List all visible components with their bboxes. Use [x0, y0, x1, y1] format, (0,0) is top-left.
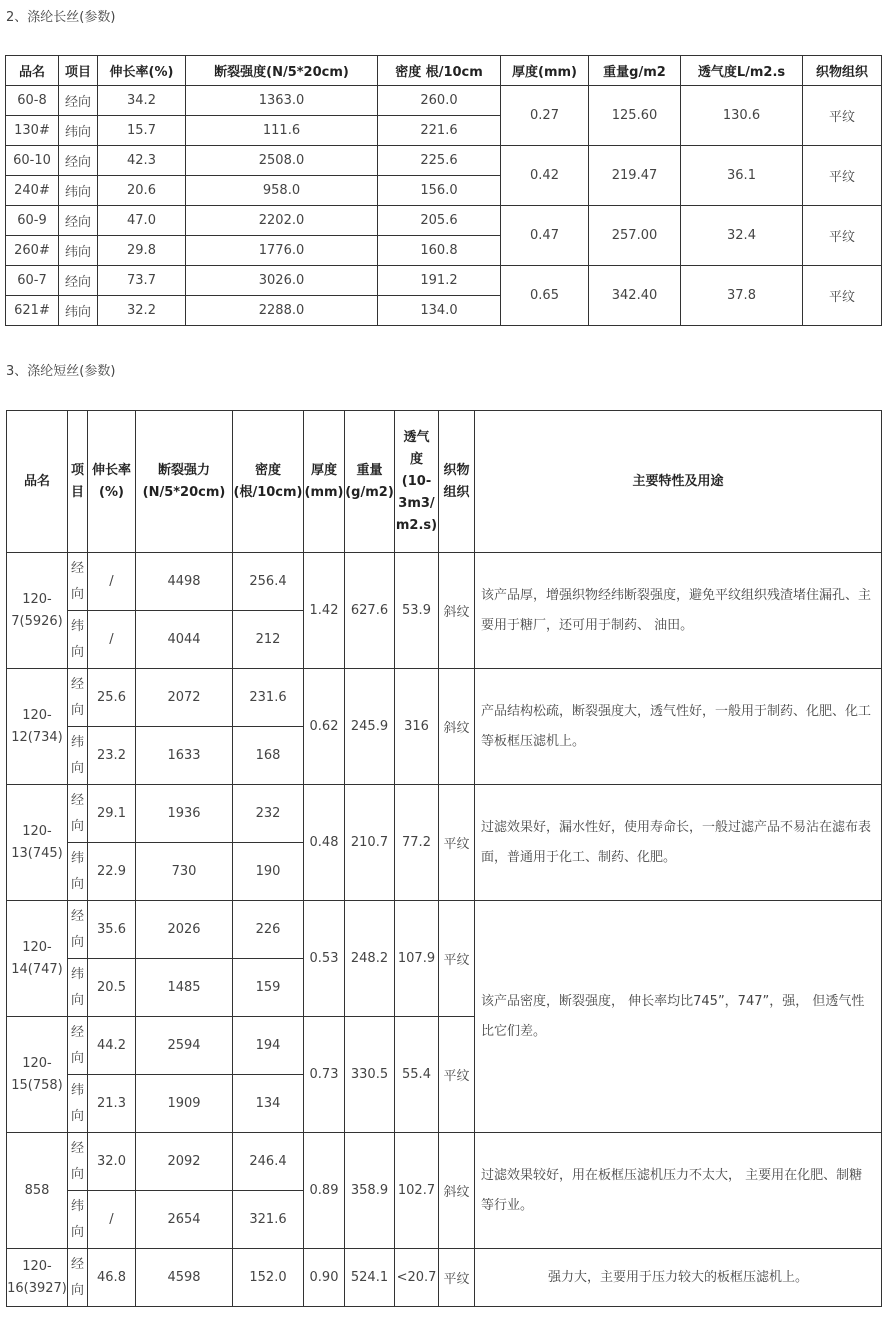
cell-strength: 4598 — [136, 1249, 233, 1307]
table-row — [6, 86, 882, 116]
cell-description: 过滤效果较好，用在板框压滤机压力不太大， 主要用在化肥、制糖等行业。 — [475, 1133, 882, 1249]
cell-strength: 2072 — [136, 669, 233, 727]
cell-direction: 纬 向 — [68, 1075, 88, 1133]
cell-elongation: 21.3 — [88, 1075, 136, 1133]
cell-product-name: 120- 15(758) — [7, 1017, 68, 1133]
cell-direction: 经 向 — [68, 1017, 88, 1075]
cell-strength: 2092 — [136, 1133, 233, 1191]
cell-density: 260.0 — [378, 86, 501, 116]
cell-weave: 斜纹 — [439, 1133, 475, 1249]
cell-thickness: 0.65 — [501, 266, 589, 326]
cell-weight: 257.00 — [589, 206, 681, 266]
cell-thickness: 0.90 — [304, 1249, 345, 1307]
cell-density: 246.4 — [233, 1133, 304, 1191]
cell-elongation: 22.9 — [88, 843, 136, 901]
col-header-strength: 断裂强度(N/5*20cm) — [186, 56, 378, 86]
cell-weave: 平纹 — [439, 785, 475, 901]
cell-strength: 2594 — [136, 1017, 233, 1075]
cell-strength: 958.0 — [186, 176, 378, 206]
table-row — [7, 1249, 882, 1307]
cell-product-name: 120- 7(5926) — [7, 553, 68, 669]
cell-strength: 111.6 — [186, 116, 378, 146]
cell-direction: 纬向 — [59, 236, 98, 266]
cell-permeability: 36.1 — [681, 146, 803, 206]
cell-product-name: 120- 12(734) — [7, 669, 68, 785]
cell-elongation: 32.0 — [88, 1133, 136, 1191]
cell-thickness: 0.53 — [304, 901, 345, 1017]
cell-density: 160.8 — [378, 236, 501, 266]
cell-elongation: / — [88, 611, 136, 669]
cell-elongation: 29.1 — [88, 785, 136, 843]
cell-strength: 2508.0 — [186, 146, 378, 176]
cell-direction: 经 向 — [68, 669, 88, 727]
cell-strength: 4044 — [136, 611, 233, 669]
cell-elongation: 25.6 — [88, 669, 136, 727]
cell-density: 159 — [233, 959, 304, 1017]
col-header-strength: 断裂强力 (N/5*20cm) — [136, 411, 233, 553]
cell-weave: 平纹 — [803, 146, 882, 206]
cell-permeability: 37.8 — [681, 266, 803, 326]
cell-permeability: 107.9 — [395, 901, 439, 1017]
col-header-description: 主要特性及用途 — [475, 411, 882, 553]
col-header-name: 品名 — [6, 56, 59, 86]
cell-weave: 斜纹 — [439, 553, 475, 669]
cell-density: 152.0 — [233, 1249, 304, 1307]
cell-density: 205.6 — [378, 206, 501, 236]
cell-product-name: 60-8 — [6, 86, 59, 116]
cell-product-name: 130# — [6, 116, 59, 146]
cell-thickness: 0.48 — [304, 785, 345, 901]
table-row — [7, 1133, 882, 1191]
cell-weave: 平纹 — [439, 1017, 475, 1133]
cell-elongation: 73.7 — [98, 266, 186, 296]
col-header-weight: 重量 (g/m2) — [345, 411, 395, 553]
table-row — [7, 553, 882, 611]
cell-permeability: 130.6 — [681, 86, 803, 146]
col-header-thickness: 厚度(mm) — [501, 56, 589, 86]
filament-params-table — [5, 55, 882, 326]
col-header-item: 项目 — [59, 56, 98, 86]
cell-product-name: 120- 16(3927) — [7, 1249, 68, 1307]
cell-elongation: 29.8 — [98, 236, 186, 266]
cell-elongation: 32.2 — [98, 296, 186, 326]
cell-product-name: 120- 13(745) — [7, 785, 68, 901]
cell-elongation: 46.8 — [88, 1249, 136, 1307]
cell-weave: 平纹 — [439, 901, 475, 1017]
cell-weave: 平纹 — [803, 266, 882, 326]
cell-elongation: 35.6 — [88, 901, 136, 959]
cell-weave: 斜纹 — [439, 669, 475, 785]
cell-weight: 627.6 — [345, 553, 395, 669]
cell-thickness: 0.47 — [501, 206, 589, 266]
table-row — [6, 206, 882, 236]
cell-elongation: 47.0 — [98, 206, 186, 236]
cell-product-name: 60-10 — [6, 146, 59, 176]
cell-product-name: 60-9 — [6, 206, 59, 236]
cell-elongation: / — [88, 553, 136, 611]
cell-product-name: 120- 14(747) — [7, 901, 68, 1017]
cell-density: 191.2 — [378, 266, 501, 296]
cell-thickness: 0.42 — [501, 146, 589, 206]
col-header-weave: 织物 组织 — [439, 411, 475, 553]
cell-direction: 纬 向 — [68, 1191, 88, 1249]
cell-strength: 2288.0 — [186, 296, 378, 326]
cell-elongation: 15.7 — [98, 116, 186, 146]
cell-direction: 纬 向 — [68, 843, 88, 901]
cell-weight: 330.5 — [345, 1017, 395, 1133]
cell-strength: 730 — [136, 843, 233, 901]
cell-permeability: 77.2 — [395, 785, 439, 901]
cell-permeability: 316 — [395, 669, 439, 785]
cell-product-name: 621# — [6, 296, 59, 326]
col-header-density: 密度 根/10cm — [378, 56, 501, 86]
cell-permeability: <20.7 — [395, 1249, 439, 1307]
cell-weight: 358.9 — [345, 1133, 395, 1249]
cell-density: 156.0 — [378, 176, 501, 206]
cell-direction: 纬向 — [59, 176, 98, 206]
cell-density: 321.6 — [233, 1191, 304, 1249]
cell-density: 221.6 — [378, 116, 501, 146]
cell-thickness: 0.27 — [501, 86, 589, 146]
cell-strength: 2654 — [136, 1191, 233, 1249]
col-header-elongation: 伸长率 (%) — [88, 411, 136, 553]
cell-weave: 平纹 — [803, 206, 882, 266]
section-title-staple: 3、涤纶短丝(参数) — [6, 364, 116, 379]
cell-thickness: 1.42 — [304, 553, 345, 669]
cell-permeability: 102.7 — [395, 1133, 439, 1249]
cell-density: 212 — [233, 611, 304, 669]
col-header-permeability: 透气 度 (10- 3m3/ m2.s) — [395, 411, 439, 553]
table-row — [7, 785, 882, 843]
cell-product-name: 240# — [6, 176, 59, 206]
cell-description: 过滤效果好，漏水性好，使用寿命长，一般过滤产品不易沾在滤布表面，普通用于化工、制药、化肥。 — [475, 785, 882, 901]
cell-weight: 524.1 — [345, 1249, 395, 1307]
cell-strength: 1909 — [136, 1075, 233, 1133]
cell-density: 256.4 — [233, 553, 304, 611]
cell-density: 190 — [233, 843, 304, 901]
col-header-name: 品名 — [7, 411, 68, 553]
cell-product-name: 60-7 — [6, 266, 59, 296]
cell-density: 134 — [233, 1075, 304, 1133]
cell-permeability: 53.9 — [395, 553, 439, 669]
cell-strength: 2026 — [136, 901, 233, 959]
cell-direction: 经向 — [59, 206, 98, 236]
col-header-thickness: 厚度 (mm) — [304, 411, 345, 553]
cell-strength: 1936 — [136, 785, 233, 843]
cell-description: 产品结构松疏，断裂强度大，透气性好，一般用于制药、化肥、化工等板框压滤机上。 — [475, 669, 882, 785]
cell-direction: 纬向 — [59, 116, 98, 146]
cell-direction: 纬 向 — [68, 959, 88, 1017]
cell-strength: 2202.0 — [186, 206, 378, 236]
cell-weave: 平纹 — [439, 1249, 475, 1307]
cell-thickness: 0.62 — [304, 669, 345, 785]
cell-product-name: 858 — [7, 1133, 68, 1249]
cell-weight: 210.7 — [345, 785, 395, 901]
cell-weight: 248.2 — [345, 901, 395, 1017]
col-header-elongation: 伸长率(%) — [98, 56, 186, 86]
cell-density: 168 — [233, 727, 304, 785]
cell-description: 强力大，主要用于压力较大的板框压滤机上。 — [475, 1249, 882, 1307]
cell-weight: 245.9 — [345, 669, 395, 785]
cell-direction: 经向 — [59, 86, 98, 116]
cell-elongation: / — [88, 1191, 136, 1249]
cell-strength: 1776.0 — [186, 236, 378, 266]
cell-strength: 1633 — [136, 727, 233, 785]
cell-density: 226 — [233, 901, 304, 959]
cell-permeability: 32.4 — [681, 206, 803, 266]
staple-params-table — [6, 410, 882, 1307]
cell-direction: 经 向 — [68, 901, 88, 959]
cell-direction: 经 向 — [68, 1133, 88, 1191]
cell-direction: 经 向 — [68, 1249, 88, 1307]
cell-strength: 1363.0 — [186, 86, 378, 116]
cell-direction: 纬 向 — [68, 611, 88, 669]
col-header-weave: 织物组织 — [803, 56, 882, 86]
cell-weight: 342.40 — [589, 266, 681, 326]
cell-permeability: 55.4 — [395, 1017, 439, 1133]
col-header-permeability: 透气度L/m2.s — [681, 56, 803, 86]
cell-product-name: 260# — [6, 236, 59, 266]
cell-density: 225.6 — [378, 146, 501, 176]
cell-direction: 经 向 — [68, 785, 88, 843]
cell-elongation: 20.5 — [88, 959, 136, 1017]
cell-thickness: 0.89 — [304, 1133, 345, 1249]
col-header-weight: 重量g/m2 — [589, 56, 681, 86]
table-row — [7, 901, 882, 959]
cell-weight: 219.47 — [589, 146, 681, 206]
cell-thickness: 0.73 — [304, 1017, 345, 1133]
table-header-row — [6, 56, 882, 86]
cell-elongation: 34.2 — [98, 86, 186, 116]
cell-strength: 4498 — [136, 553, 233, 611]
cell-direction: 经 向 — [68, 553, 88, 611]
table-header-row — [7, 411, 882, 553]
cell-weave: 平纹 — [803, 86, 882, 146]
cell-density: 231.6 — [233, 669, 304, 727]
cell-direction: 经向 — [59, 146, 98, 176]
cell-elongation: 23.2 — [88, 727, 136, 785]
cell-strength: 1485 — [136, 959, 233, 1017]
cell-description: 该产品密度，断裂强度， 伸长率均比745”，747”，强， 但透气性比它们差。 — [475, 901, 882, 1133]
col-header-density: 密度 (根/10cm) — [233, 411, 304, 553]
cell-direction: 经向 — [59, 266, 98, 296]
cell-density: 232 — [233, 785, 304, 843]
section-title-filament: 2、涤纶长丝(参数) — [6, 10, 116, 25]
cell-direction: 纬向 — [59, 296, 98, 326]
cell-direction: 纬 向 — [68, 727, 88, 785]
cell-description: 该产品厚，增强织物经纬断裂强度，避免平纹组织残渣堵住漏孔、主要用于糖厂，还可用于制药、 油田。 — [475, 553, 882, 669]
table-row — [7, 669, 882, 727]
col-header-item: 项 目 — [68, 411, 88, 553]
cell-elongation: 42.3 — [98, 146, 186, 176]
cell-strength: 3026.0 — [186, 266, 378, 296]
cell-weight: 125.60 — [589, 86, 681, 146]
cell-elongation: 20.6 — [98, 176, 186, 206]
cell-density: 194 — [233, 1017, 304, 1075]
table-row — [6, 146, 882, 176]
cell-density: 134.0 — [378, 296, 501, 326]
table-row — [6, 266, 882, 296]
cell-elongation: 44.2 — [88, 1017, 136, 1075]
